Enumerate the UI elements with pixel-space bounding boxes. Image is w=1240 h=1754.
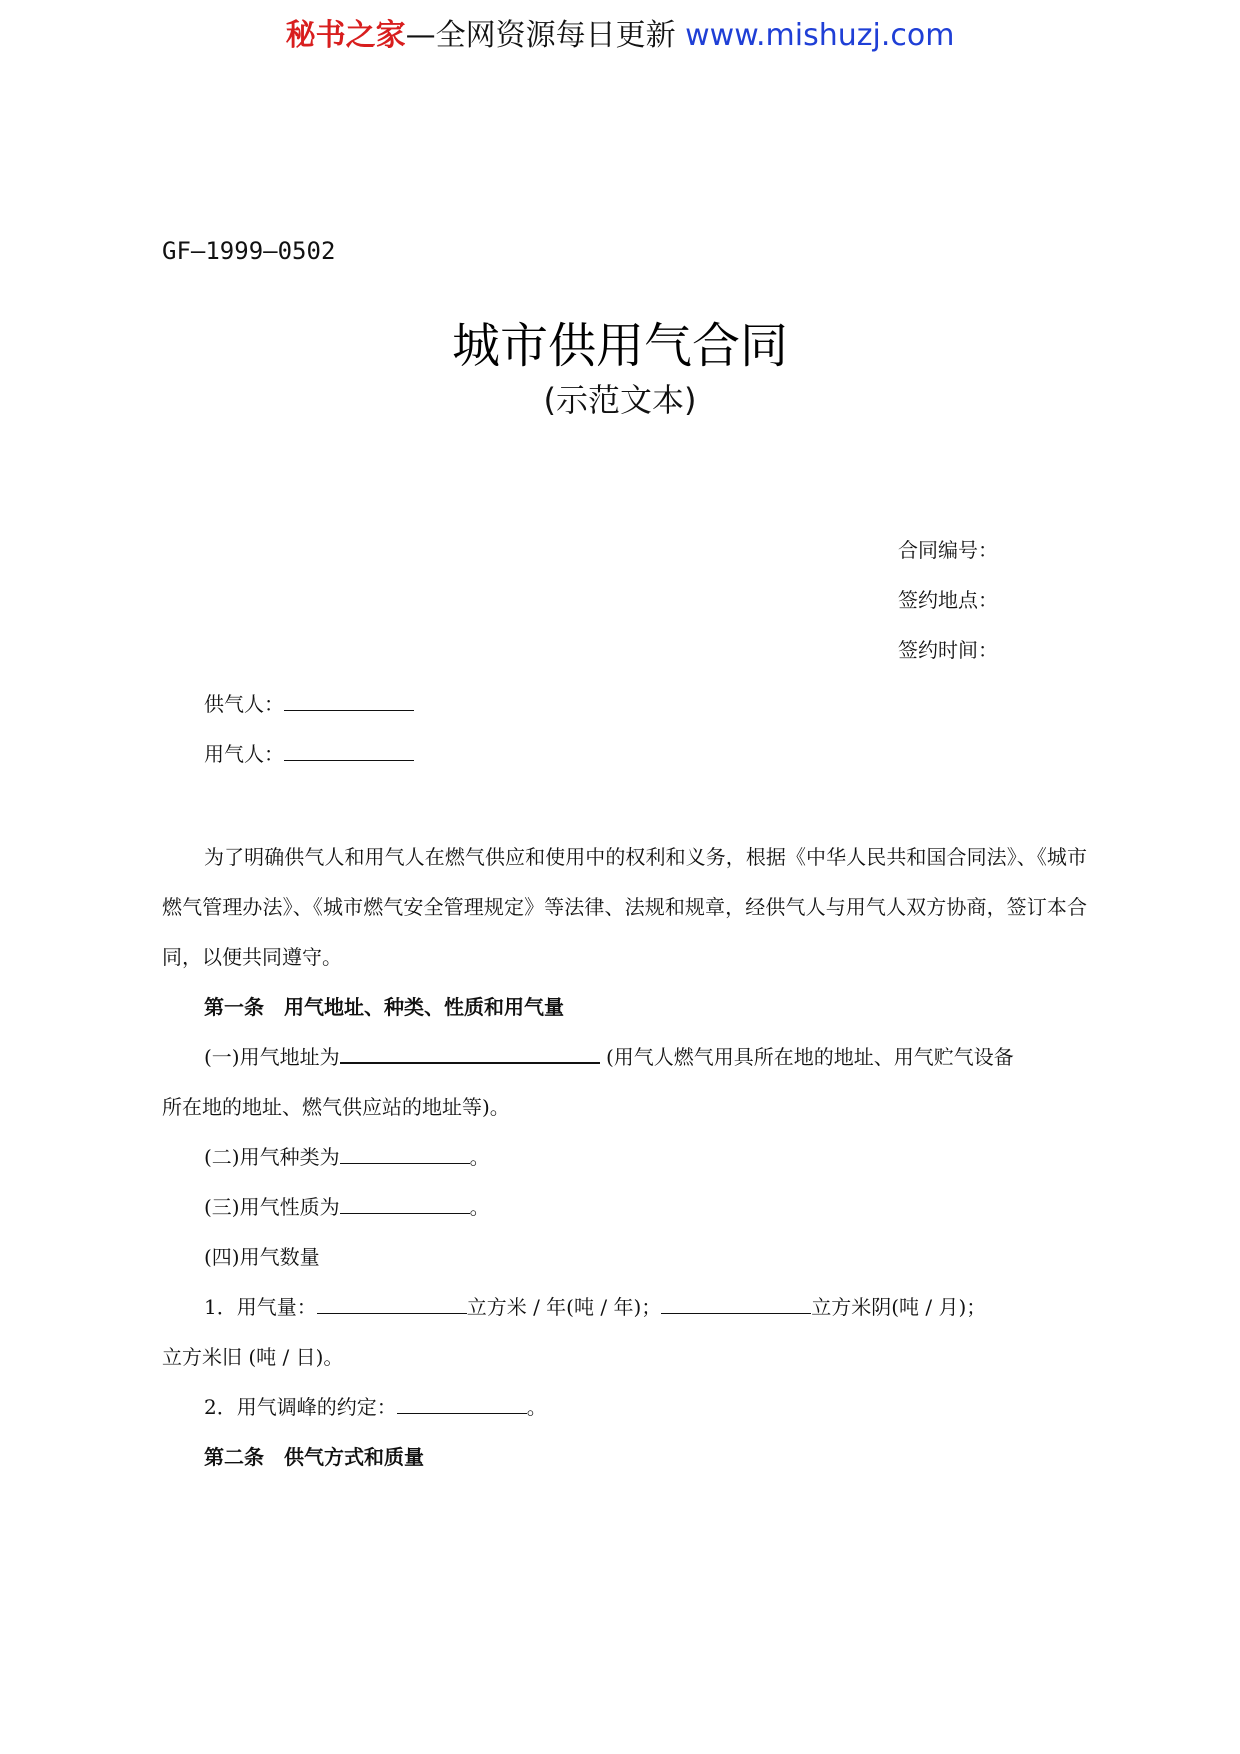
article-1-heading: 第一条 用气地址、种类、性质和用气量 bbox=[204, 995, 564, 1019]
gas-volume-label: 1．用气量： bbox=[204, 1295, 317, 1319]
user-field bbox=[204, 740, 414, 768]
peak-shaving-line bbox=[162, 1382, 1087, 1432]
gas-volume-line bbox=[162, 1282, 1087, 1332]
gas-type-label: (二)用气种类为 bbox=[204, 1145, 340, 1169]
address-label: (一)用气地址为 bbox=[204, 1045, 340, 1069]
contract-body bbox=[162, 832, 1087, 1482]
document-code: GF—1999—0502 bbox=[162, 237, 336, 265]
document-title: 城市供用气合同 bbox=[451, 318, 788, 374]
address-note-continued: 所在地的地址、燃气供应站的地址等)。 bbox=[162, 1095, 510, 1119]
peak-shaving-blank bbox=[397, 1393, 527, 1414]
site-url-link[interactable]: www.mishuzj.com bbox=[685, 18, 955, 53]
gas-nature-blank bbox=[340, 1193, 470, 1214]
sign-time-field: 签约时间： bbox=[898, 638, 998, 662]
volume-month-unit: 立方米阴(吨 / 月)； bbox=[811, 1295, 987, 1319]
supplier-label: 供气人： bbox=[204, 692, 284, 716]
gas-nature-label: (三)用气性质为 bbox=[204, 1195, 340, 1219]
volume-year-unit: 立方米 / 年(吨 / 年)； bbox=[466, 1295, 662, 1319]
gas-quantity-heading: (四)用气数量 bbox=[204, 1245, 320, 1269]
address-line bbox=[162, 1032, 1087, 1082]
user-blank bbox=[284, 740, 414, 761]
site-tagline: —全网资源每日更新 bbox=[405, 18, 676, 53]
site-brand: 秘书之家 bbox=[285, 18, 406, 53]
volume-month-blank bbox=[661, 1293, 811, 1314]
volume-day-unit: 立方米旧 (吨 / 日)。 bbox=[162, 1345, 344, 1369]
user-label: 用气人： bbox=[204, 742, 284, 766]
intro-paragraph: 为了明确供气人和用气人在燃气供应和使用中的权利和义务，根据《中华人民共和国合同法》、《城市燃气管理办法》、《城市燃气安全管理规定》等法律、法规和规章，经供气人与用气人双方协商，签订本合同，以便共同遵守。 bbox=[162, 845, 1087, 969]
supplier-field bbox=[204, 690, 414, 718]
address-blank bbox=[340, 1042, 600, 1064]
gas-type-line bbox=[162, 1132, 1087, 1182]
article-2-heading: 第二条 供气方式和质量 bbox=[204, 1445, 424, 1469]
gas-nature-line bbox=[162, 1182, 1087, 1232]
gas-type-blank bbox=[340, 1143, 470, 1164]
site-header bbox=[0, 16, 1240, 56]
sign-place-field: 签约地点： bbox=[898, 588, 998, 612]
contract-number-field: 合同编号： bbox=[898, 538, 998, 562]
gas-nature-period: 。 bbox=[469, 1195, 490, 1219]
peak-shaving-label: 2．用气调峰的约定： bbox=[204, 1395, 397, 1419]
gas-type-period: 。 bbox=[469, 1145, 490, 1169]
address-note: (用气人燃气用具所在地的地址、用气贮气设备 bbox=[605, 1045, 1014, 1069]
peak-shaving-period: 。 bbox=[526, 1395, 547, 1419]
volume-year-blank bbox=[317, 1293, 467, 1314]
supplier-blank bbox=[284, 690, 414, 711]
document-subtitle: (示范文本) bbox=[543, 381, 697, 419]
